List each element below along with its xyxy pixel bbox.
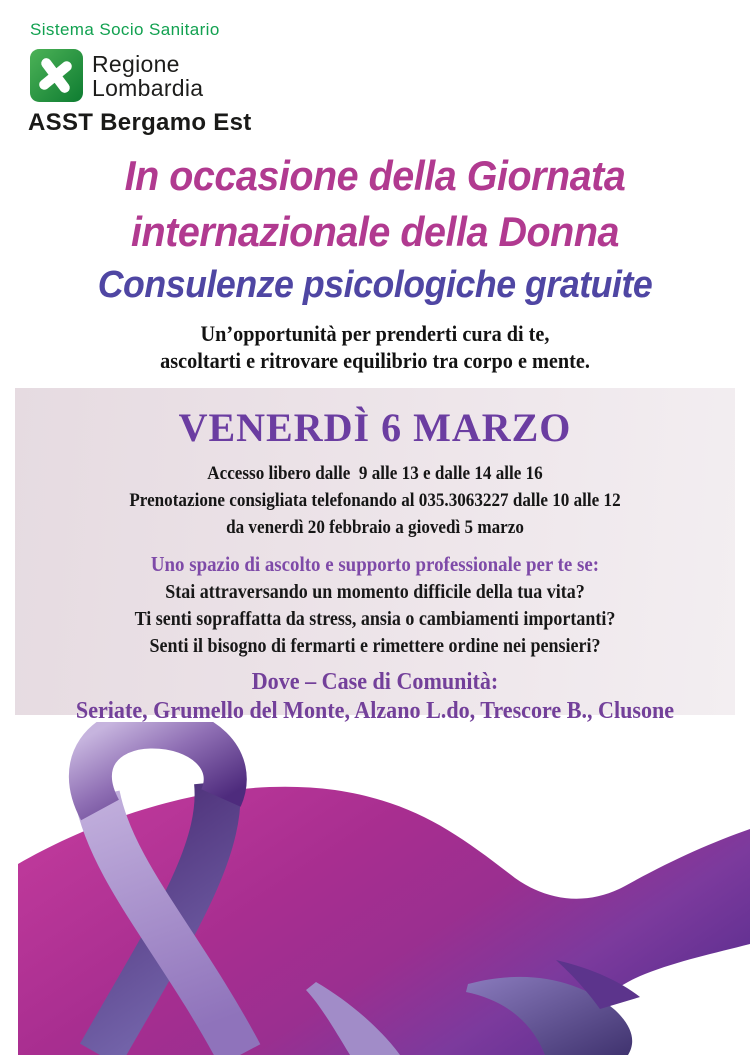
wave-and-ribbon-graphic bbox=[0, 722, 750, 1055]
main-title-line2: internazionale della Donna bbox=[131, 208, 619, 255]
region-name-line2: Lombardia bbox=[92, 74, 204, 101]
lombardia-logo bbox=[30, 49, 252, 102]
event-date-heading: VENERDÌ 6 MARZO bbox=[178, 405, 572, 450]
event-title: Consulenze psicologiche gratuite bbox=[97, 264, 653, 306]
where-heading: Dove – Case di Comunità: bbox=[251, 669, 499, 695]
support-question: Senti il bisogno di fermarti e rimettere ordine nei pensieri? bbox=[149, 635, 601, 657]
region-name-line1: Regione bbox=[92, 50, 180, 77]
intro-line1: Un’opportunità per prenderti cura di te, bbox=[200, 321, 550, 346]
support-question: Stai attraversando un momento difficile della tua vita? bbox=[165, 581, 585, 603]
support-heading: Uno spazio di ascolto e supporto professionale per te se: bbox=[150, 552, 600, 576]
intro-text bbox=[30, 320, 720, 374]
org-name: ASST Bergamo Est bbox=[28, 109, 252, 136]
event-info-line: Accesso libero dalle 9 alle 13 e dalle 14 alle 16 bbox=[207, 463, 543, 484]
main-title-line1: In occasione della Giornata bbox=[124, 152, 626, 199]
where-locations: Seriate, Grumello del Monte, Alzano L.do, Trescore B., Clusone bbox=[75, 698, 675, 724]
system-label: Sistema Socio Sanitario bbox=[30, 20, 220, 39]
region-name bbox=[92, 52, 203, 100]
event-info-line: da venerdì 20 febbraio a giovedì 5 marzo bbox=[226, 517, 524, 538]
bottom-artwork bbox=[0, 722, 750, 1055]
rosa-camuna-icon bbox=[30, 49, 83, 102]
header bbox=[30, 20, 252, 137]
intro-line2: ascoltarti e ritrovare equilibrio tra corpo e mente. bbox=[160, 348, 590, 373]
support-question: Ti senti sopraffatta da stress, ansia o cambiamenti importanti? bbox=[134, 608, 616, 630]
event-panel bbox=[15, 388, 735, 724]
event-info-line: Prenotazione consigliata telefonando al 035.3063227 dalle 10 alle 12 bbox=[129, 490, 621, 511]
